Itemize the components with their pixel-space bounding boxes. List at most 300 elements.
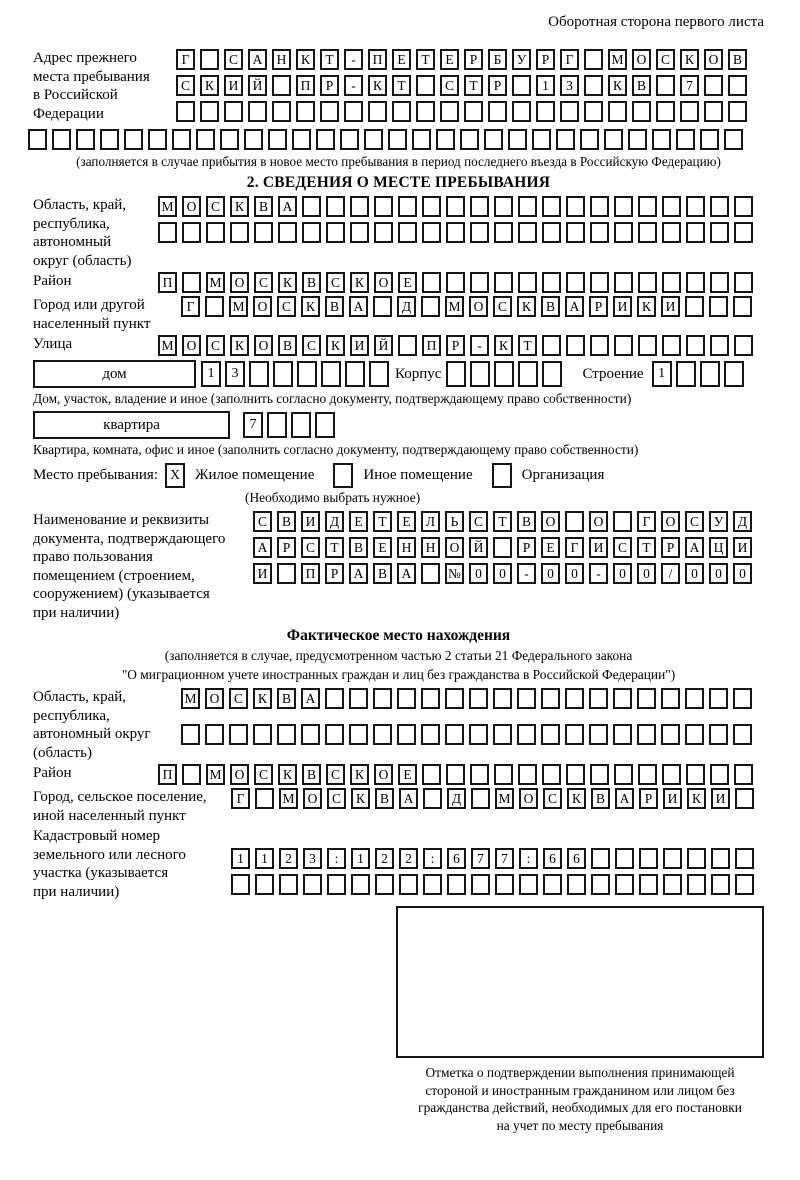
char-box[interactable] [470, 272, 489, 293]
char-box[interactable] [560, 101, 579, 122]
char-box[interactable]: 1 [652, 361, 672, 387]
char-box[interactable]: С [440, 75, 459, 96]
char-box[interactable]: О [519, 788, 538, 809]
char-box[interactable] [345, 361, 365, 387]
char-box[interactable]: В [541, 296, 560, 317]
char-box[interactable] [613, 688, 632, 709]
char-box[interactable] [267, 412, 287, 438]
char-box[interactable]: 3 [225, 361, 245, 387]
char-box[interactable] [422, 272, 441, 293]
char-box[interactable]: О [541, 511, 560, 532]
char-box[interactable] [327, 874, 346, 895]
char-box[interactable] [416, 101, 435, 122]
char-box[interactable] [493, 688, 512, 709]
char-box[interactable] [398, 196, 417, 217]
char-box[interactable] [296, 101, 315, 122]
char-box[interactable] [340, 129, 359, 150]
char-box[interactable] [639, 848, 658, 869]
char-box[interactable]: Г [560, 49, 579, 70]
char-box[interactable]: Т [416, 49, 435, 70]
char-box[interactable] [493, 724, 512, 745]
char-box[interactable]: Н [397, 537, 416, 558]
char-box[interactable]: С [327, 788, 346, 809]
char-box[interactable] [662, 222, 681, 243]
char-box[interactable] [536, 101, 555, 122]
char-box[interactable] [512, 75, 531, 96]
char-box[interactable]: Т [464, 75, 483, 96]
char-box[interactable]: 7 [471, 848, 490, 869]
char-box[interactable] [351, 874, 370, 895]
char-box[interactable]: П [158, 272, 177, 293]
char-box[interactable] [628, 129, 647, 150]
char-box[interactable]: Г [565, 537, 584, 558]
char-box[interactable] [639, 874, 658, 895]
char-box[interactable]: В [277, 511, 296, 532]
char-box[interactable] [470, 196, 489, 217]
char-box[interactable] [615, 848, 634, 869]
char-box[interactable] [637, 688, 656, 709]
char-box[interactable] [464, 101, 483, 122]
char-box[interactable] [685, 724, 704, 745]
char-box[interactable] [445, 688, 464, 709]
char-box[interactable] [320, 101, 339, 122]
char-box[interactable]: : [423, 848, 442, 869]
char-box[interactable] [493, 537, 512, 558]
char-box[interactable] [724, 361, 744, 387]
char-box[interactable] [470, 222, 489, 243]
char-box[interactable] [460, 129, 479, 150]
char-box[interactable] [253, 724, 272, 745]
char-box[interactable] [484, 129, 503, 150]
char-box[interactable]: О [303, 788, 322, 809]
char-box[interactable]: С [224, 49, 243, 70]
char-box[interactable]: А [349, 296, 368, 317]
char-box[interactable]: 1 [201, 361, 221, 387]
char-box[interactable] [566, 764, 585, 785]
char-box[interactable] [567, 874, 586, 895]
char-box[interactable] [518, 361, 538, 387]
char-box[interactable] [422, 764, 441, 785]
char-box[interactable] [364, 129, 383, 150]
char-box[interactable] [303, 874, 322, 895]
char-box[interactable] [517, 688, 536, 709]
char-box[interactable] [230, 222, 249, 243]
char-box[interactable] [397, 724, 416, 745]
char-box[interactable]: К [680, 49, 699, 70]
char-box[interactable]: К [608, 75, 627, 96]
char-box[interactable]: И [661, 296, 680, 317]
char-box[interactable] [566, 272, 585, 293]
checkbox-residential[interactable]: X [165, 463, 185, 488]
char-box[interactable] [277, 724, 296, 745]
char-box[interactable] [196, 129, 215, 150]
char-box[interactable] [200, 101, 219, 122]
char-box[interactable] [637, 724, 656, 745]
char-box[interactable]: У [512, 49, 531, 70]
char-box[interactable]: А [399, 788, 418, 809]
char-box[interactable]: О [182, 335, 201, 356]
char-box[interactable]: К [278, 764, 297, 785]
char-box[interactable]: А [565, 296, 584, 317]
char-box[interactable] [423, 874, 442, 895]
char-box[interactable] [325, 688, 344, 709]
char-box[interactable] [200, 49, 219, 70]
char-box[interactable]: А [349, 563, 368, 584]
char-box[interactable] [446, 222, 465, 243]
char-box[interactable] [469, 688, 488, 709]
char-box[interactable]: Й [469, 537, 488, 558]
char-box[interactable]: Т [493, 511, 512, 532]
char-box[interactable] [422, 222, 441, 243]
char-box[interactable]: К [326, 335, 345, 356]
char-box[interactable] [542, 361, 562, 387]
char-box[interactable] [205, 296, 224, 317]
char-box[interactable]: В [254, 196, 273, 217]
char-box[interactable] [124, 129, 143, 150]
char-box[interactable] [392, 101, 411, 122]
char-box[interactable] [446, 764, 465, 785]
char-box[interactable]: С [254, 272, 273, 293]
char-box[interactable]: А [301, 688, 320, 709]
char-box[interactable]: Й [248, 75, 267, 96]
char-box[interactable] [373, 724, 392, 745]
char-box[interactable]: № [445, 563, 464, 584]
char-box[interactable] [685, 296, 704, 317]
char-box[interactable] [662, 764, 681, 785]
char-box[interactable] [733, 296, 752, 317]
char-box[interactable] [176, 101, 195, 122]
char-box[interactable] [273, 361, 293, 387]
char-box[interactable]: 6 [543, 848, 562, 869]
char-box[interactable] [277, 563, 296, 584]
char-box[interactable] [613, 511, 632, 532]
char-box[interactable]: С [685, 511, 704, 532]
char-box[interactable] [542, 272, 561, 293]
char-box[interactable] [100, 129, 119, 150]
char-box[interactable]: 1 [351, 848, 370, 869]
char-box[interactable]: К [350, 764, 369, 785]
char-box[interactable] [590, 272, 609, 293]
char-box[interactable] [580, 129, 599, 150]
char-box[interactable] [471, 788, 490, 809]
char-box[interactable] [735, 848, 754, 869]
char-box[interactable] [373, 296, 392, 317]
char-box[interactable] [422, 196, 441, 217]
char-box[interactable] [734, 272, 753, 293]
char-box[interactable] [686, 196, 705, 217]
char-box[interactable] [734, 222, 753, 243]
char-box[interactable] [470, 764, 489, 785]
char-box[interactable]: И [350, 335, 369, 356]
char-box[interactable] [181, 724, 200, 745]
char-box[interactable]: В [325, 296, 344, 317]
char-box[interactable]: К [200, 75, 219, 96]
char-box[interactable]: К [230, 335, 249, 356]
char-box[interactable]: К [230, 196, 249, 217]
char-box[interactable] [541, 688, 560, 709]
char-box[interactable] [494, 361, 514, 387]
char-box[interactable]: О [661, 511, 680, 532]
char-box[interactable]: П [158, 764, 177, 785]
char-box[interactable]: Л [421, 511, 440, 532]
char-box[interactable]: Е [373, 537, 392, 558]
char-box[interactable]: Б [488, 49, 507, 70]
char-box[interactable] [518, 272, 537, 293]
char-box[interactable]: В [728, 49, 747, 70]
char-box[interactable]: О [374, 764, 393, 785]
char-box[interactable]: Н [421, 537, 440, 558]
char-box[interactable] [590, 764, 609, 785]
char-box[interactable]: М [158, 196, 177, 217]
char-box[interactable] [369, 361, 389, 387]
char-box[interactable] [532, 129, 551, 150]
char-box[interactable] [709, 724, 728, 745]
char-box[interactable]: Е [440, 49, 459, 70]
char-box[interactable] [652, 129, 671, 150]
char-box[interactable]: Е [398, 764, 417, 785]
char-box[interactable] [272, 75, 291, 96]
char-box[interactable] [494, 196, 513, 217]
char-box[interactable] [700, 361, 720, 387]
char-box[interactable]: 3 [303, 848, 322, 869]
char-box[interactable]: Е [392, 49, 411, 70]
char-box[interactable] [446, 272, 465, 293]
char-box[interactable]: В [277, 688, 296, 709]
char-box[interactable]: К [517, 296, 536, 317]
char-box[interactable]: Р [639, 788, 658, 809]
char-box[interactable] [565, 688, 584, 709]
char-box[interactable]: О [253, 296, 272, 317]
char-box[interactable]: В [632, 75, 651, 96]
char-box[interactable] [711, 848, 730, 869]
char-box[interactable] [638, 272, 657, 293]
char-box[interactable] [710, 222, 729, 243]
char-box[interactable]: 6 [447, 848, 466, 869]
char-box[interactable] [291, 412, 311, 438]
char-box[interactable]: М [158, 335, 177, 356]
char-box[interactable] [375, 874, 394, 895]
char-box[interactable] [590, 196, 609, 217]
char-box[interactable] [686, 222, 705, 243]
char-box[interactable] [709, 688, 728, 709]
char-box[interactable] [302, 222, 321, 243]
char-box[interactable]: Р [320, 75, 339, 96]
char-box[interactable]: К [296, 49, 315, 70]
char-box[interactable]: 0 [685, 563, 704, 584]
char-box[interactable] [399, 874, 418, 895]
char-box[interactable] [735, 788, 754, 809]
char-box[interactable] [734, 196, 753, 217]
char-box[interactable]: Ц [709, 537, 728, 558]
char-box[interactable]: М [495, 788, 514, 809]
char-box[interactable] [494, 272, 513, 293]
char-box[interactable]: Е [541, 537, 560, 558]
char-box[interactable] [589, 688, 608, 709]
char-box[interactable] [638, 196, 657, 217]
char-box[interactable]: С [176, 75, 195, 96]
char-box[interactable] [349, 688, 368, 709]
char-box[interactable]: Д [397, 296, 416, 317]
char-box[interactable]: Т [518, 335, 537, 356]
char-box[interactable] [350, 222, 369, 243]
char-box[interactable] [604, 129, 623, 150]
char-box[interactable] [608, 101, 627, 122]
char-box[interactable] [512, 101, 531, 122]
char-box[interactable] [471, 874, 490, 895]
char-box[interactable] [446, 361, 466, 387]
char-box[interactable] [565, 724, 584, 745]
char-box[interactable]: Т [373, 511, 392, 532]
char-box[interactable] [565, 511, 584, 532]
char-box[interactable]: В [349, 537, 368, 558]
char-box[interactable]: К [350, 272, 369, 293]
char-box[interactable]: С [206, 196, 225, 217]
char-box[interactable]: И [663, 788, 682, 809]
char-box[interactable] [518, 222, 537, 243]
char-box[interactable]: 6 [567, 848, 586, 869]
char-box[interactable]: Д [325, 511, 344, 532]
char-box[interactable] [301, 724, 320, 745]
char-box[interactable] [662, 272, 681, 293]
char-box[interactable]: С [253, 511, 272, 532]
char-box[interactable]: Г [231, 788, 250, 809]
char-box[interactable] [687, 848, 706, 869]
char-box[interactable] [614, 196, 633, 217]
char-box[interactable] [416, 75, 435, 96]
char-box[interactable] [566, 196, 585, 217]
char-box[interactable] [656, 101, 675, 122]
char-box[interactable]: О [230, 272, 249, 293]
char-box[interactable] [632, 101, 651, 122]
char-box[interactable] [172, 129, 191, 150]
char-box[interactable] [494, 222, 513, 243]
char-box[interactable]: К [278, 272, 297, 293]
char-box[interactable]: Е [398, 272, 417, 293]
char-box[interactable]: 2 [375, 848, 394, 869]
char-box[interactable]: И [589, 537, 608, 558]
char-box[interactable]: - [344, 49, 363, 70]
char-box[interactable] [224, 101, 243, 122]
char-box[interactable] [326, 196, 345, 217]
char-box[interactable]: Г [181, 296, 200, 317]
char-box[interactable] [590, 222, 609, 243]
char-box[interactable] [542, 222, 561, 243]
char-box[interactable] [28, 129, 47, 150]
char-box[interactable]: Р [589, 296, 608, 317]
char-box[interactable] [421, 296, 440, 317]
char-box[interactable] [704, 75, 723, 96]
char-box[interactable] [638, 764, 657, 785]
char-box[interactable] [613, 724, 632, 745]
char-box[interactable]: А [685, 537, 704, 558]
char-box[interactable] [76, 129, 95, 150]
char-box[interactable]: В [375, 788, 394, 809]
char-box[interactable] [543, 874, 562, 895]
char-box[interactable] [518, 196, 537, 217]
char-box[interactable] [182, 272, 201, 293]
char-box[interactable] [495, 874, 514, 895]
char-box[interactable]: О [445, 537, 464, 558]
char-box[interactable]: Р [464, 49, 483, 70]
char-box[interactable] [374, 196, 393, 217]
char-box[interactable]: П [368, 49, 387, 70]
char-box[interactable] [700, 129, 719, 150]
char-box[interactable]: П [301, 563, 320, 584]
char-box[interactable] [206, 222, 225, 243]
char-box[interactable] [421, 724, 440, 745]
char-box[interactable] [182, 222, 201, 243]
char-box[interactable]: С [493, 296, 512, 317]
char-box[interactable]: С [543, 788, 562, 809]
char-box[interactable]: О [182, 196, 201, 217]
char-box[interactable]: А [615, 788, 634, 809]
char-box[interactable] [436, 129, 455, 150]
char-box[interactable] [589, 724, 608, 745]
char-box[interactable] [591, 874, 610, 895]
char-box[interactable] [590, 335, 609, 356]
char-box[interactable] [302, 196, 321, 217]
char-box[interactable] [315, 412, 335, 438]
char-box[interactable] [542, 764, 561, 785]
char-box[interactable]: А [253, 537, 272, 558]
char-box[interactable] [255, 874, 274, 895]
char-box[interactable] [566, 222, 585, 243]
char-box[interactable] [710, 196, 729, 217]
char-box[interactable] [542, 196, 561, 217]
char-box[interactable]: К [687, 788, 706, 809]
char-box[interactable]: И [301, 511, 320, 532]
checkbox-other-premises[interactable] [333, 463, 353, 488]
char-box[interactable] [249, 361, 269, 387]
char-box[interactable] [297, 361, 317, 387]
char-box[interactable] [541, 724, 560, 745]
char-box[interactable]: В [517, 511, 536, 532]
char-box[interactable] [368, 101, 387, 122]
char-box[interactable] [686, 272, 705, 293]
char-box[interactable] [734, 764, 753, 785]
char-box[interactable] [205, 724, 224, 745]
char-box[interactable] [182, 764, 201, 785]
char-box[interactable]: - [470, 335, 489, 356]
char-box[interactable]: П [296, 75, 315, 96]
char-box[interactable]: М [181, 688, 200, 709]
char-box[interactable]: Р [277, 537, 296, 558]
char-box[interactable]: 1 [231, 848, 250, 869]
char-box[interactable] [615, 874, 634, 895]
char-box[interactable] [325, 724, 344, 745]
char-box[interactable]: - [589, 563, 608, 584]
char-box[interactable]: К [494, 335, 513, 356]
char-box[interactable] [447, 874, 466, 895]
char-box[interactable]: О [230, 764, 249, 785]
char-box[interactable]: К [301, 296, 320, 317]
char-box[interactable]: Р [446, 335, 465, 356]
char-box[interactable]: С [277, 296, 296, 317]
char-box[interactable]: О [632, 49, 651, 70]
char-box[interactable] [421, 563, 440, 584]
char-box[interactable]: Т [392, 75, 411, 96]
char-box[interactable]: 7 [680, 75, 699, 96]
char-box[interactable] [412, 129, 431, 150]
char-box[interactable]: С [206, 335, 225, 356]
char-box[interactable] [398, 335, 417, 356]
char-box[interactable] [661, 688, 680, 709]
char-box[interactable]: О [704, 49, 723, 70]
char-box[interactable]: С [326, 764, 345, 785]
char-box[interactable]: В [278, 335, 297, 356]
char-box[interactable]: / [661, 563, 680, 584]
char-box[interactable]: О [469, 296, 488, 317]
